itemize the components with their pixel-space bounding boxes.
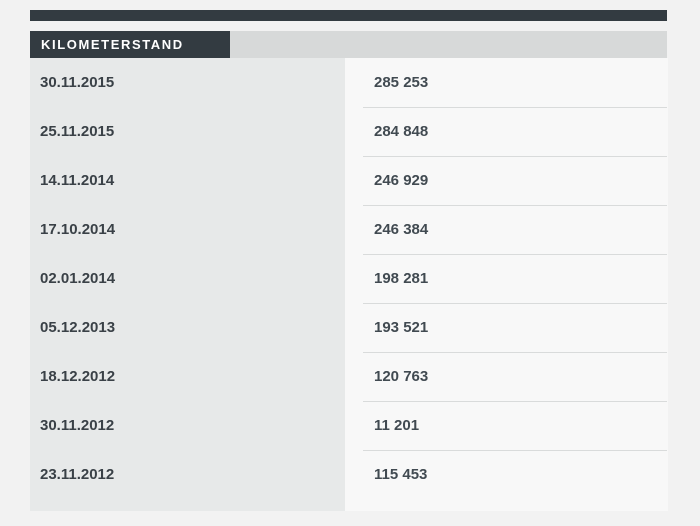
row-value: 246 929 [345, 156, 668, 205]
row-value: 193 521 [345, 303, 668, 352]
row-date: 14.11.2014 [40, 172, 115, 189]
section-header-band [230, 31, 667, 58]
row-value: 120 763 [345, 352, 668, 401]
row-value: 11 201 [345, 401, 668, 450]
top-accent-bar [30, 10, 667, 21]
row-value: 285 253 [374, 74, 429, 91]
row-value: 198 281 [345, 254, 668, 303]
kilometerstand-table [30, 58, 668, 511]
date-column [30, 58, 345, 511]
row-date: 17.10.2014 [40, 221, 116, 238]
section-title: KILOMETERSTAND [30, 31, 230, 58]
row-value: 284 848 [345, 107, 668, 156]
row-date: 30.11.2015 [40, 74, 115, 91]
section-header-row [30, 31, 667, 58]
row-value: 115 453 [345, 450, 668, 499]
row-date: 30.11.2012 [40, 417, 115, 434]
value-column [345, 58, 668, 511]
row-value: 246 384 [345, 205, 668, 254]
row-date: 25.11.2015 [40, 123, 115, 140]
row-date: 02.01.2014 [40, 270, 116, 287]
row-date: 23.11.2012 [40, 466, 115, 483]
row-date: 18.12.2012 [40, 368, 116, 385]
row-date: 05.12.2013 [40, 319, 116, 336]
